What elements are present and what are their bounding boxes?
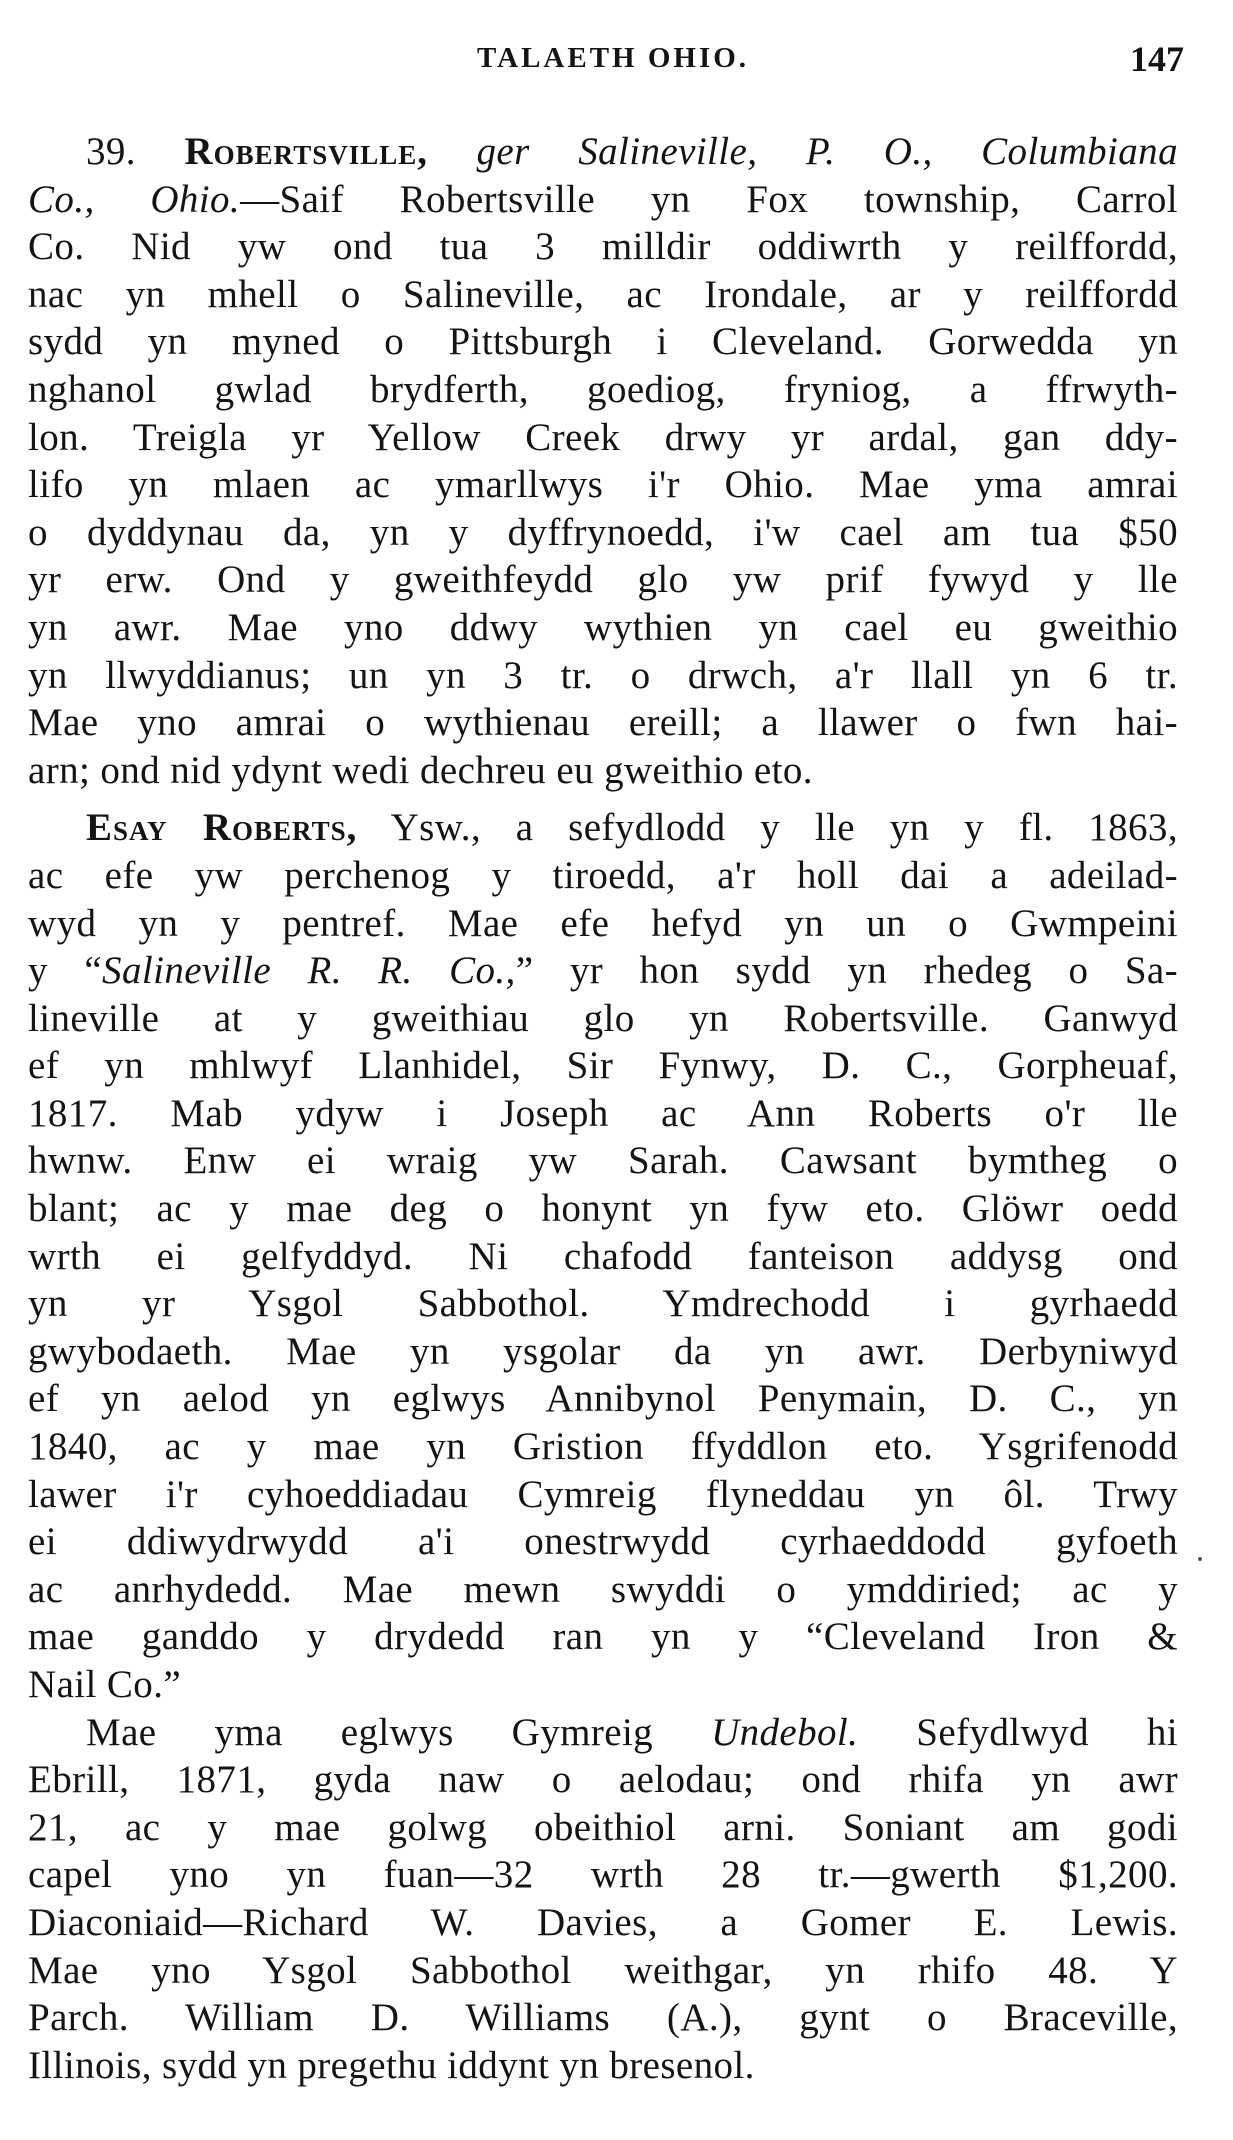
text-line: hwnw. Enw ei wraig yw Sarah. Cawsant bymtheg o <box>28 1139 1178 1183</box>
entry-state: Co., Ohio. <box>28 177 241 221</box>
text-line: lineville at y gweithiau glo yn Robertsville. Ganwyd <box>28 996 1178 1040</box>
text-line: Parch. William D. Williams (A.), gynt o Braceville, <box>28 1996 1178 2040</box>
para39-line-2 <box>28 176 1178 224</box>
text-line: yr erw. Ond y gweithfeydd glo yw prif fywyd y lle <box>28 558 1178 602</box>
denomination: Undebol. <box>711 1710 859 1754</box>
church-line-1 <box>28 1709 1178 1757</box>
running-title: TALAETH OHIO. <box>476 42 750 74</box>
entry-number: 39. <box>86 130 136 173</box>
entry-location: ger Salineville, P. O., Columbiana <box>476 130 1178 173</box>
church-line1-rest: Sefydlwyd hi <box>858 1710 1178 1754</box>
text-line: capel yno yn fuan—32 wrth 28 tr.—gwerth $1,200. <box>28 1853 1178 1897</box>
roberts-line-4 <box>28 947 1178 995</box>
text-line: yn awr. Mae yno ddwy wythien yn cael eu gweithio <box>28 605 1178 649</box>
text-line: wrth ei gelfyddyd. Ni chafodd fanteison addysg ond <box>28 1234 1178 1278</box>
text-line: o dyddynau da, yn y dyffrynoedd, i'w cael am tua $50 <box>28 510 1178 554</box>
text-line: nghanol gwlad brydferth, goediog, fryniog, a ffrwyth- <box>28 367 1178 411</box>
text-line: Ebrill, 1871, gyda naw o aelodau; ond rhifa yn awr <box>28 1758 1178 1802</box>
paragraph-gap <box>28 794 1178 804</box>
text-line: Nail Co.” <box>28 1663 182 1706</box>
roberts-line-1 <box>28 804 1178 852</box>
running-head <box>28 38 1198 78</box>
text-line: ac efe yw perchenog y tiroedd, a'r holl dai a adeilad- <box>28 853 1178 897</box>
text-line: Diaconiaid—Richard W. Davies, a Gomer E. Lewis. <box>28 1900 1178 1944</box>
text-line: arn; ond nid ydynt wedi dechreu eu gweithio eto. <box>28 748 813 792</box>
church-line1-text: Mae yma eglwys Gymreig <box>86 1710 712 1754</box>
roberts-line4-text: ” yr hon sydd yn rhedeg o Sa- <box>515 949 1179 993</box>
text-line: blant; ac y mae deg o honynt yn fyw eto. Glöwr oedd <box>28 1187 1178 1231</box>
quote-open: y “ <box>28 949 103 993</box>
text-line: gwybodaeth. Mae yn ysgolar da yn awr. Derbyniwyd <box>28 1329 1178 1373</box>
text-line: lon. Treigla yr Yellow Creek drwy yr ardal, gan ddy- <box>28 415 1178 459</box>
text-line: ef yn aelod yn eglwys Annibynol Penymain, D. C., yn <box>28 1377 1178 1421</box>
text-line: ei ddiwydrwydd a'i onestrwydd cyrhaeddodd gyfoeth <box>28 1520 1178 1564</box>
text-line: 1840, ac y mae yn Gristion ffyddlon eto. Ysgrifenodd <box>28 1425 1178 1469</box>
entry-place: Robertsville, <box>184 130 429 173</box>
text-line: 21, ac y mae golwg obeithiol arni. Soniant am godi <box>28 1805 1178 1849</box>
text-line: Co. Nid yw ond tua 3 milldir oddiwrth y reilffordd, <box>28 225 1178 269</box>
text-line: wyd yn y pentref. Mae efe hefyd yn un o Gwmpeini <box>28 901 1178 945</box>
text-line: mae ganddo y drydedd ran yn y “Cleveland Iron & <box>28 1615 1178 1659</box>
text-line: Mae yno Ysgol Sabbothol weithgar, yn rhifo 48. Y <box>28 1948 1178 1992</box>
ink-speck <box>1198 1557 1202 1561</box>
entry-line2-text: —Saif Robertsville yn Fox township, Carrol <box>240 177 1178 221</box>
text-line: lawer i'r cyhoeddiadau Cymreig flyneddau yn ôl. Trwy <box>28 1472 1178 1516</box>
text-line: ac anrhydedd. Mae mewn swyddi o ymddiried; ac y <box>28 1567 1178 1611</box>
text-line: nac yn mhell o Salineville, ac Irondale, ar y reilffordd <box>28 272 1178 316</box>
text-line: sydd yn myned o Pittsburgh i Cleveland. Gorwedda yn <box>28 320 1178 364</box>
text-line: yn yr Ysgol Sabbothol. Ymdrechodd i gyrhaedd <box>28 1282 1178 1326</box>
roberts-line1-text: Ysw., a sefydlodd y lle yn y fl. 1863, <box>357 806 1178 850</box>
para39-line-1 <box>28 128 1178 176</box>
text-line: yn llwyddianus; un yn 3 tr. o drwch, a'r llall yn 6 tr. <box>28 653 1178 697</box>
company-name: Salineville R. R. Co., <box>102 949 516 993</box>
page-number: 147 <box>1130 39 1184 79</box>
body-text <box>28 128 1178 2089</box>
person-name: Esay Roberts, <box>86 806 358 850</box>
text-line: 1817. Mab ydyw i Joseph ac Ann Roberts o'r lle <box>28 1091 1178 1135</box>
text-line: ef yn mhlwyf Llanhidel, Sir Fynwy, D. C., Gorpheuaf, <box>28 1044 1178 1088</box>
text-line: Illinois, sydd yn pregethu iddynt yn bresenol. <box>28 2043 755 2087</box>
text-line: Mae yno amrai o wythienau ereill; a llawer o fwn hai- <box>28 701 1178 745</box>
text-line: lifo yn mlaen ac ymarllwys i'r Ohio. Mae yma amrai <box>28 463 1178 507</box>
